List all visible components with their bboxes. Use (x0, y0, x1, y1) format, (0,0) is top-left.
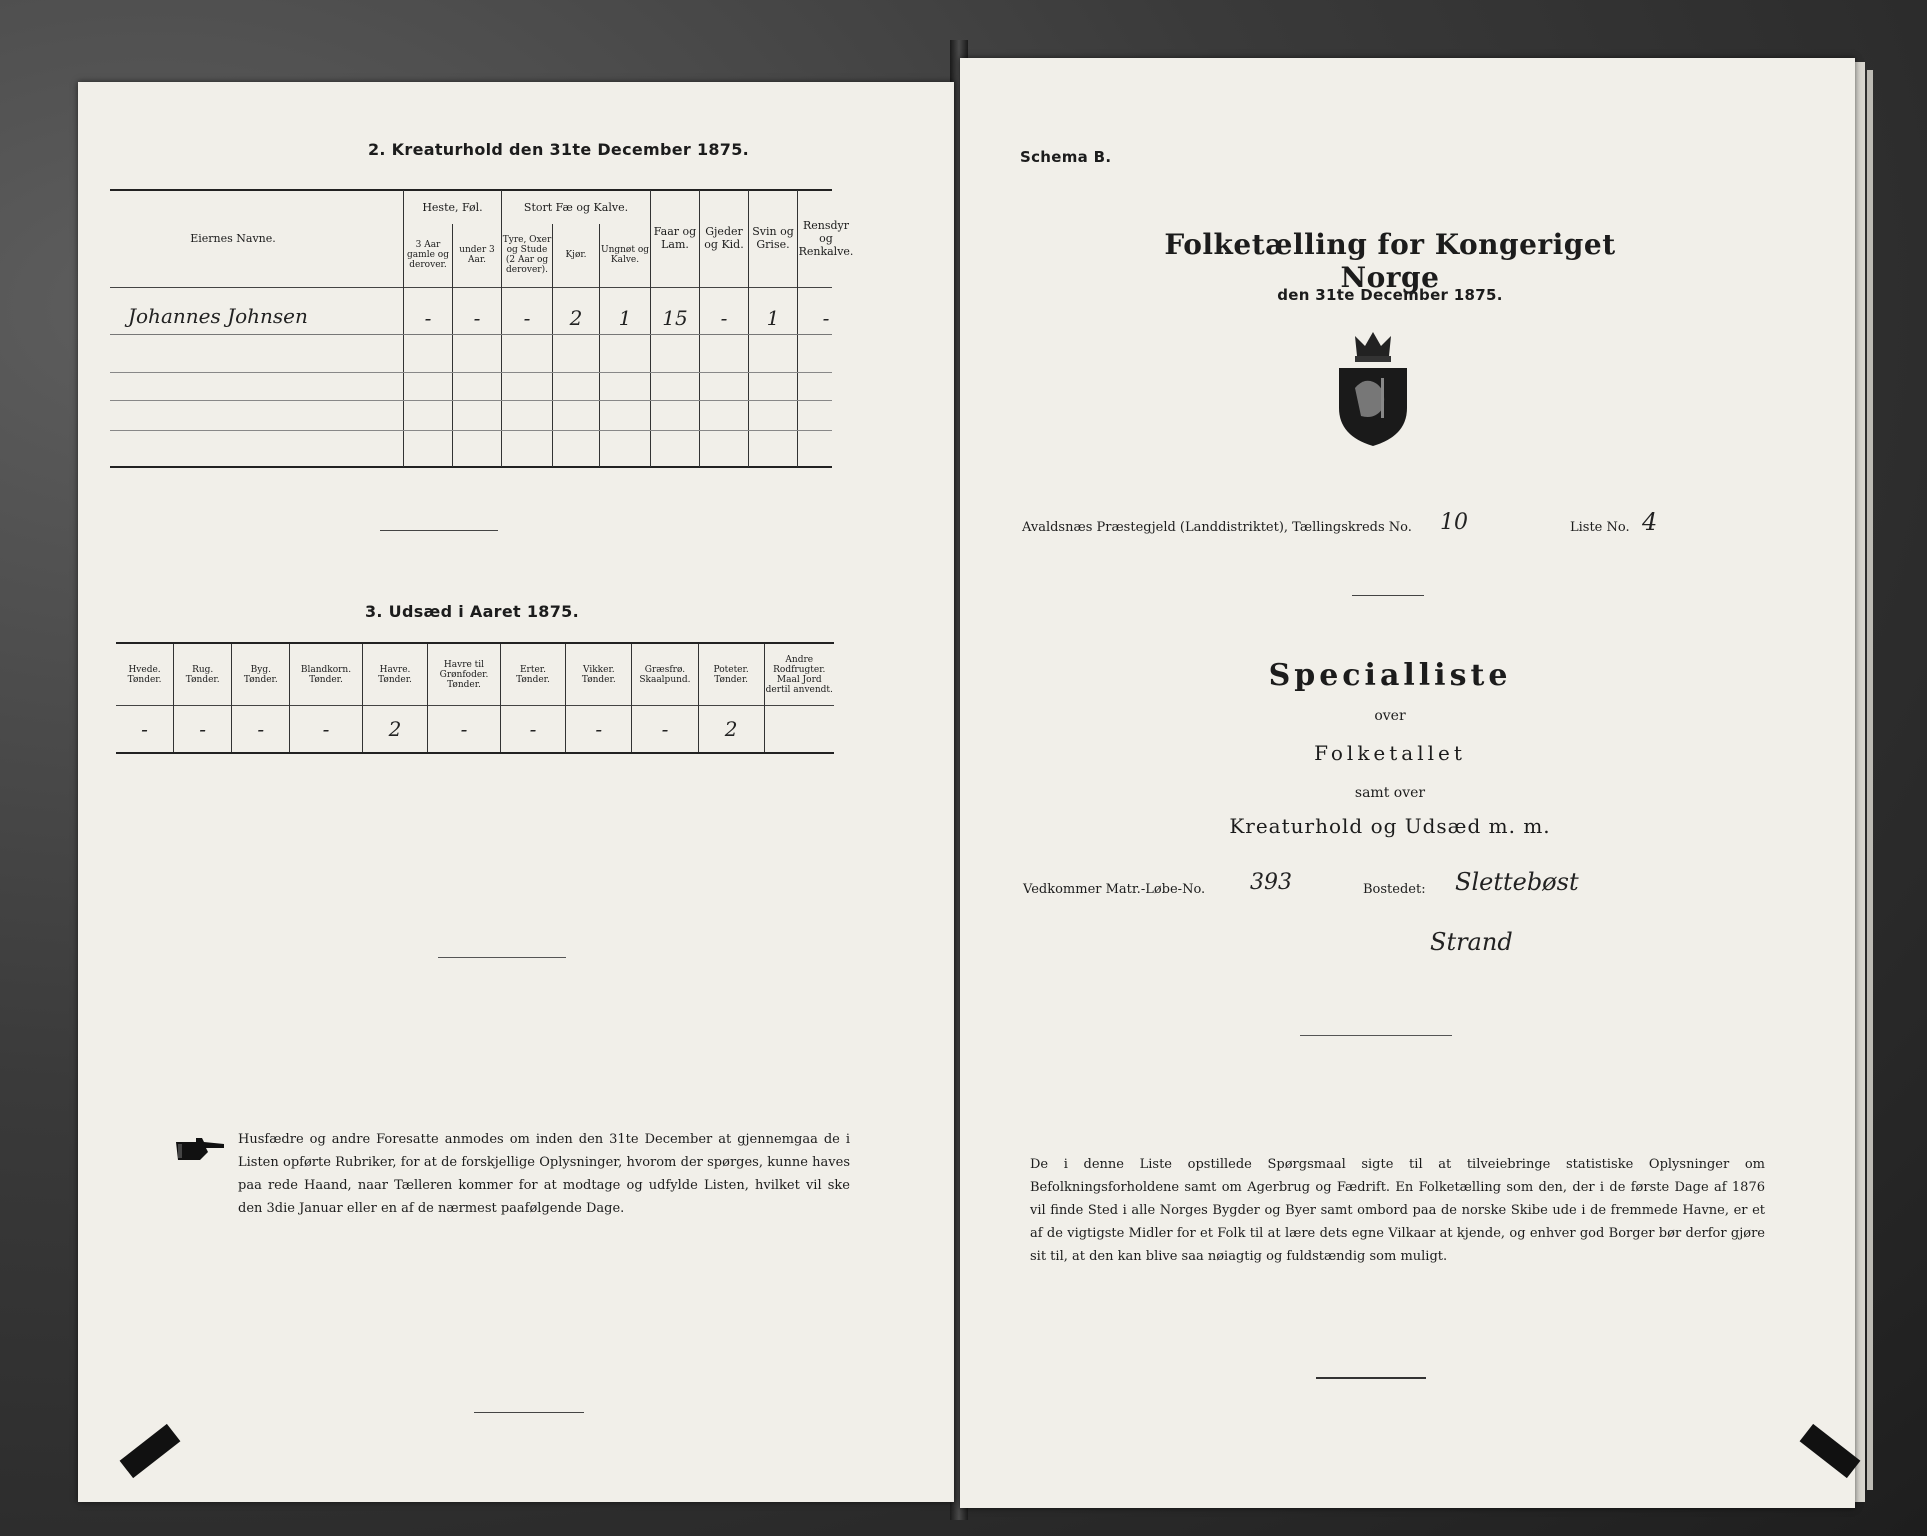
udsaed-cell: 2 (362, 705, 428, 752)
udsaed-col-unit: Tønder. (378, 674, 412, 685)
kreds-no: 10 (1440, 510, 1468, 535)
udsaed-cell (764, 705, 834, 752)
kreatur-table (403, 190, 854, 467)
over-label: over (1374, 708, 1406, 724)
udsaed-col-unit: Tønder. (447, 679, 481, 690)
udsaed-col-name: Vikker. (582, 664, 615, 675)
udsaed-cell: - (174, 705, 232, 752)
section2-title: 2. Kreaturhold den 31te December 1875. (368, 140, 750, 159)
row-rule-4 (110, 430, 832, 431)
udsaed-col-unit: Tønder. (243, 674, 278, 685)
right-page (960, 58, 1855, 1508)
udsaed-col-name: Erter. (519, 664, 546, 675)
udsaed-col (764, 644, 834, 705)
col-stort-c: Ungnøt og Kalve. (600, 224, 651, 286)
udsaed-cell: - (632, 705, 698, 752)
col-svin: Svin og Grise. (749, 190, 798, 286)
intro-paragraph: De i denne Liste opstillede Spørgsmaal sigte til at tilveiebringe statistiske Oplysninger om Befolkningsforholdene samt om Agerbrug og Fædrift. En Folketælling som den, der i de første Dage af 1876 vil finde Sted i alle Norges Bygder og Byer samt ombord paa de norske Skibe ude i de fremmede Havne, er et af de vigtigste Midler for et Folk til at lære dets egne Vilkaar at kjende, og enhver god Borger bør derfor gjøre sit til, at den kan blive saa nøiagtig og fuldstændig som muligt. (1030, 1157, 1765, 1264)
udsaed-col-name: Havre. (379, 664, 411, 675)
udsaed-cell: - (232, 705, 290, 752)
bosted-2: Strand (1430, 928, 1513, 956)
liste-label: Liste No. (1570, 520, 1630, 535)
col-rensdyr: Rensdyr og Renkalve. (798, 190, 855, 286)
udsaed-cell: 2 (698, 705, 764, 752)
section3-title: 3. Udsæd i Aaret 1875. (365, 602, 579, 621)
udsaed-col (428, 644, 500, 705)
udsaed-col-unit: Tønder. (127, 674, 162, 685)
cell-heste-a: - (404, 286, 453, 467)
census-date: den 31te December 1875. (1277, 286, 1503, 304)
udsaed-col (566, 644, 632, 705)
udsaed-cell: - (141, 716, 148, 741)
udsaed-col-name: Græsfrø. (644, 664, 686, 675)
udsaed-col-unit: Tønder. (516, 674, 550, 685)
matr-no: 393 (1250, 870, 1292, 895)
liste-no: 4 (1642, 508, 1658, 536)
col-gjeder: Gjeder og Kid. (700, 190, 749, 286)
page-edges (1855, 62, 1865, 1502)
district-line: Avaldsnæs Præstegjeld (Landdistriktet), Tællingskreds No. (1022, 520, 1412, 535)
cell-rensdyr: - (798, 286, 855, 467)
specialliste-title: Specialliste (1268, 658, 1512, 693)
divider-right-1 (1352, 595, 1424, 596)
udsaed-cell: - (290, 705, 362, 752)
udsaed-col (362, 644, 428, 705)
bosted-label: Bostedet: (1363, 882, 1426, 897)
udsaed-col-name: Hvede. (128, 664, 161, 675)
udsaed-col-unit: Skaalpund. (639, 674, 691, 685)
group-heste: Heste, Føl. (404, 190, 502, 224)
udsaed-col-name: Rug. (192, 664, 214, 675)
page-edges-back (1867, 70, 1873, 1490)
cell-stort-b: 2 (553, 286, 600, 467)
udsaed-col (632, 644, 698, 705)
cell-stort-a: - (502, 286, 553, 467)
samt-over-label: samt over (1354, 785, 1426, 801)
coat-of-arms-icon (1325, 328, 1421, 448)
cell-heste-b: - (453, 286, 502, 467)
divider-1 (380, 530, 498, 531)
udsaed-cell: - (500, 705, 566, 752)
matr-label: Vedkommer Matr.-Løbe-No. (1023, 882, 1206, 897)
col-faar: Faar og Lam. (651, 190, 700, 286)
pointing-hand-icon (174, 1134, 226, 1164)
udsaed-col (500, 644, 566, 705)
row-rule-2 (110, 372, 832, 373)
udsaed-cell: - (566, 705, 632, 752)
divider-2 (438, 957, 566, 958)
udsaed-table (116, 644, 834, 752)
udsaed-col-name: Havre til Grønfoder. (439, 659, 489, 680)
udsaed-col-name: Blandkorn. (300, 664, 352, 675)
udsaed-col-unit: Tønder. (185, 674, 220, 685)
col-heste-a: 3 Aar gamle og derover. (404, 224, 453, 286)
schema-label: Schema B. (1020, 148, 1112, 166)
left-page (78, 82, 954, 1502)
census-title: Folketælling for Kongeriget Norge (1164, 228, 1616, 294)
udsaed-col-unit: Tønder. (581, 674, 616, 685)
col-owner-label: Eiernes Navne. (190, 232, 276, 245)
col-stort-b: Kjør. (553, 224, 600, 286)
udsaed-col (116, 644, 174, 705)
cell-svin: 1 (749, 286, 798, 467)
kreaturhold-label: Kreaturhold og Udsæd m. m. (1229, 814, 1551, 838)
udsaed-col-unit: Tønder. (714, 674, 748, 685)
col-heste-b: under 3 Aar. (453, 224, 502, 286)
divider-right-2 (1300, 1035, 1452, 1036)
notice-text: Husfædre og andre Foresatte anmodes om inden den 31te December at gjennemgaa de i Listen opførte Rubriker, for at de forskjellige Oplysninger, hvorom der spørges, kunne haves paa rede Haand, naar Tælleren kommer for at modtage og udfylde Listen, hvilket vil ske den 3die Januar eller en af de nærmest paafølgende Dage. (238, 1132, 850, 1216)
table3-bottom-rule (116, 752, 834, 754)
cell-stort-c: 1 (600, 286, 651, 467)
group-stort: Stort Fæ og Kalve. (502, 190, 651, 224)
col-stort-a: Tyre, Oxer og Stude (2 Aar og derover). (502, 224, 553, 286)
udsaed-col-name: Poteter. (713, 664, 749, 675)
row-rule-1 (110, 334, 832, 335)
udsaed-col-unit: Maal Jord dertil anvendt. (765, 674, 833, 695)
udsaed-col (290, 644, 362, 705)
udsaed-col (232, 644, 290, 705)
divider-3 (474, 1412, 584, 1413)
bosted-1: Slettebøst (1455, 868, 1579, 896)
udsaed-col (698, 644, 764, 705)
udsaed-cell: - (428, 705, 500, 752)
udsaed-col-unit: Tønder. (309, 674, 343, 685)
divider-right-3 (1316, 1377, 1426, 1379)
owner-name: Johannes Johnsen (128, 304, 308, 328)
udsaed-col-name: Byg. (250, 664, 271, 675)
udsaed-col-name: Andre Rodfrugter. (773, 654, 826, 675)
udsaed-col (174, 644, 232, 705)
cell-gjeder: - (700, 286, 749, 467)
cell-faar: 15 (651, 286, 700, 467)
folketallet-label: Folketallet (1314, 741, 1466, 765)
row-rule-3 (110, 400, 832, 401)
